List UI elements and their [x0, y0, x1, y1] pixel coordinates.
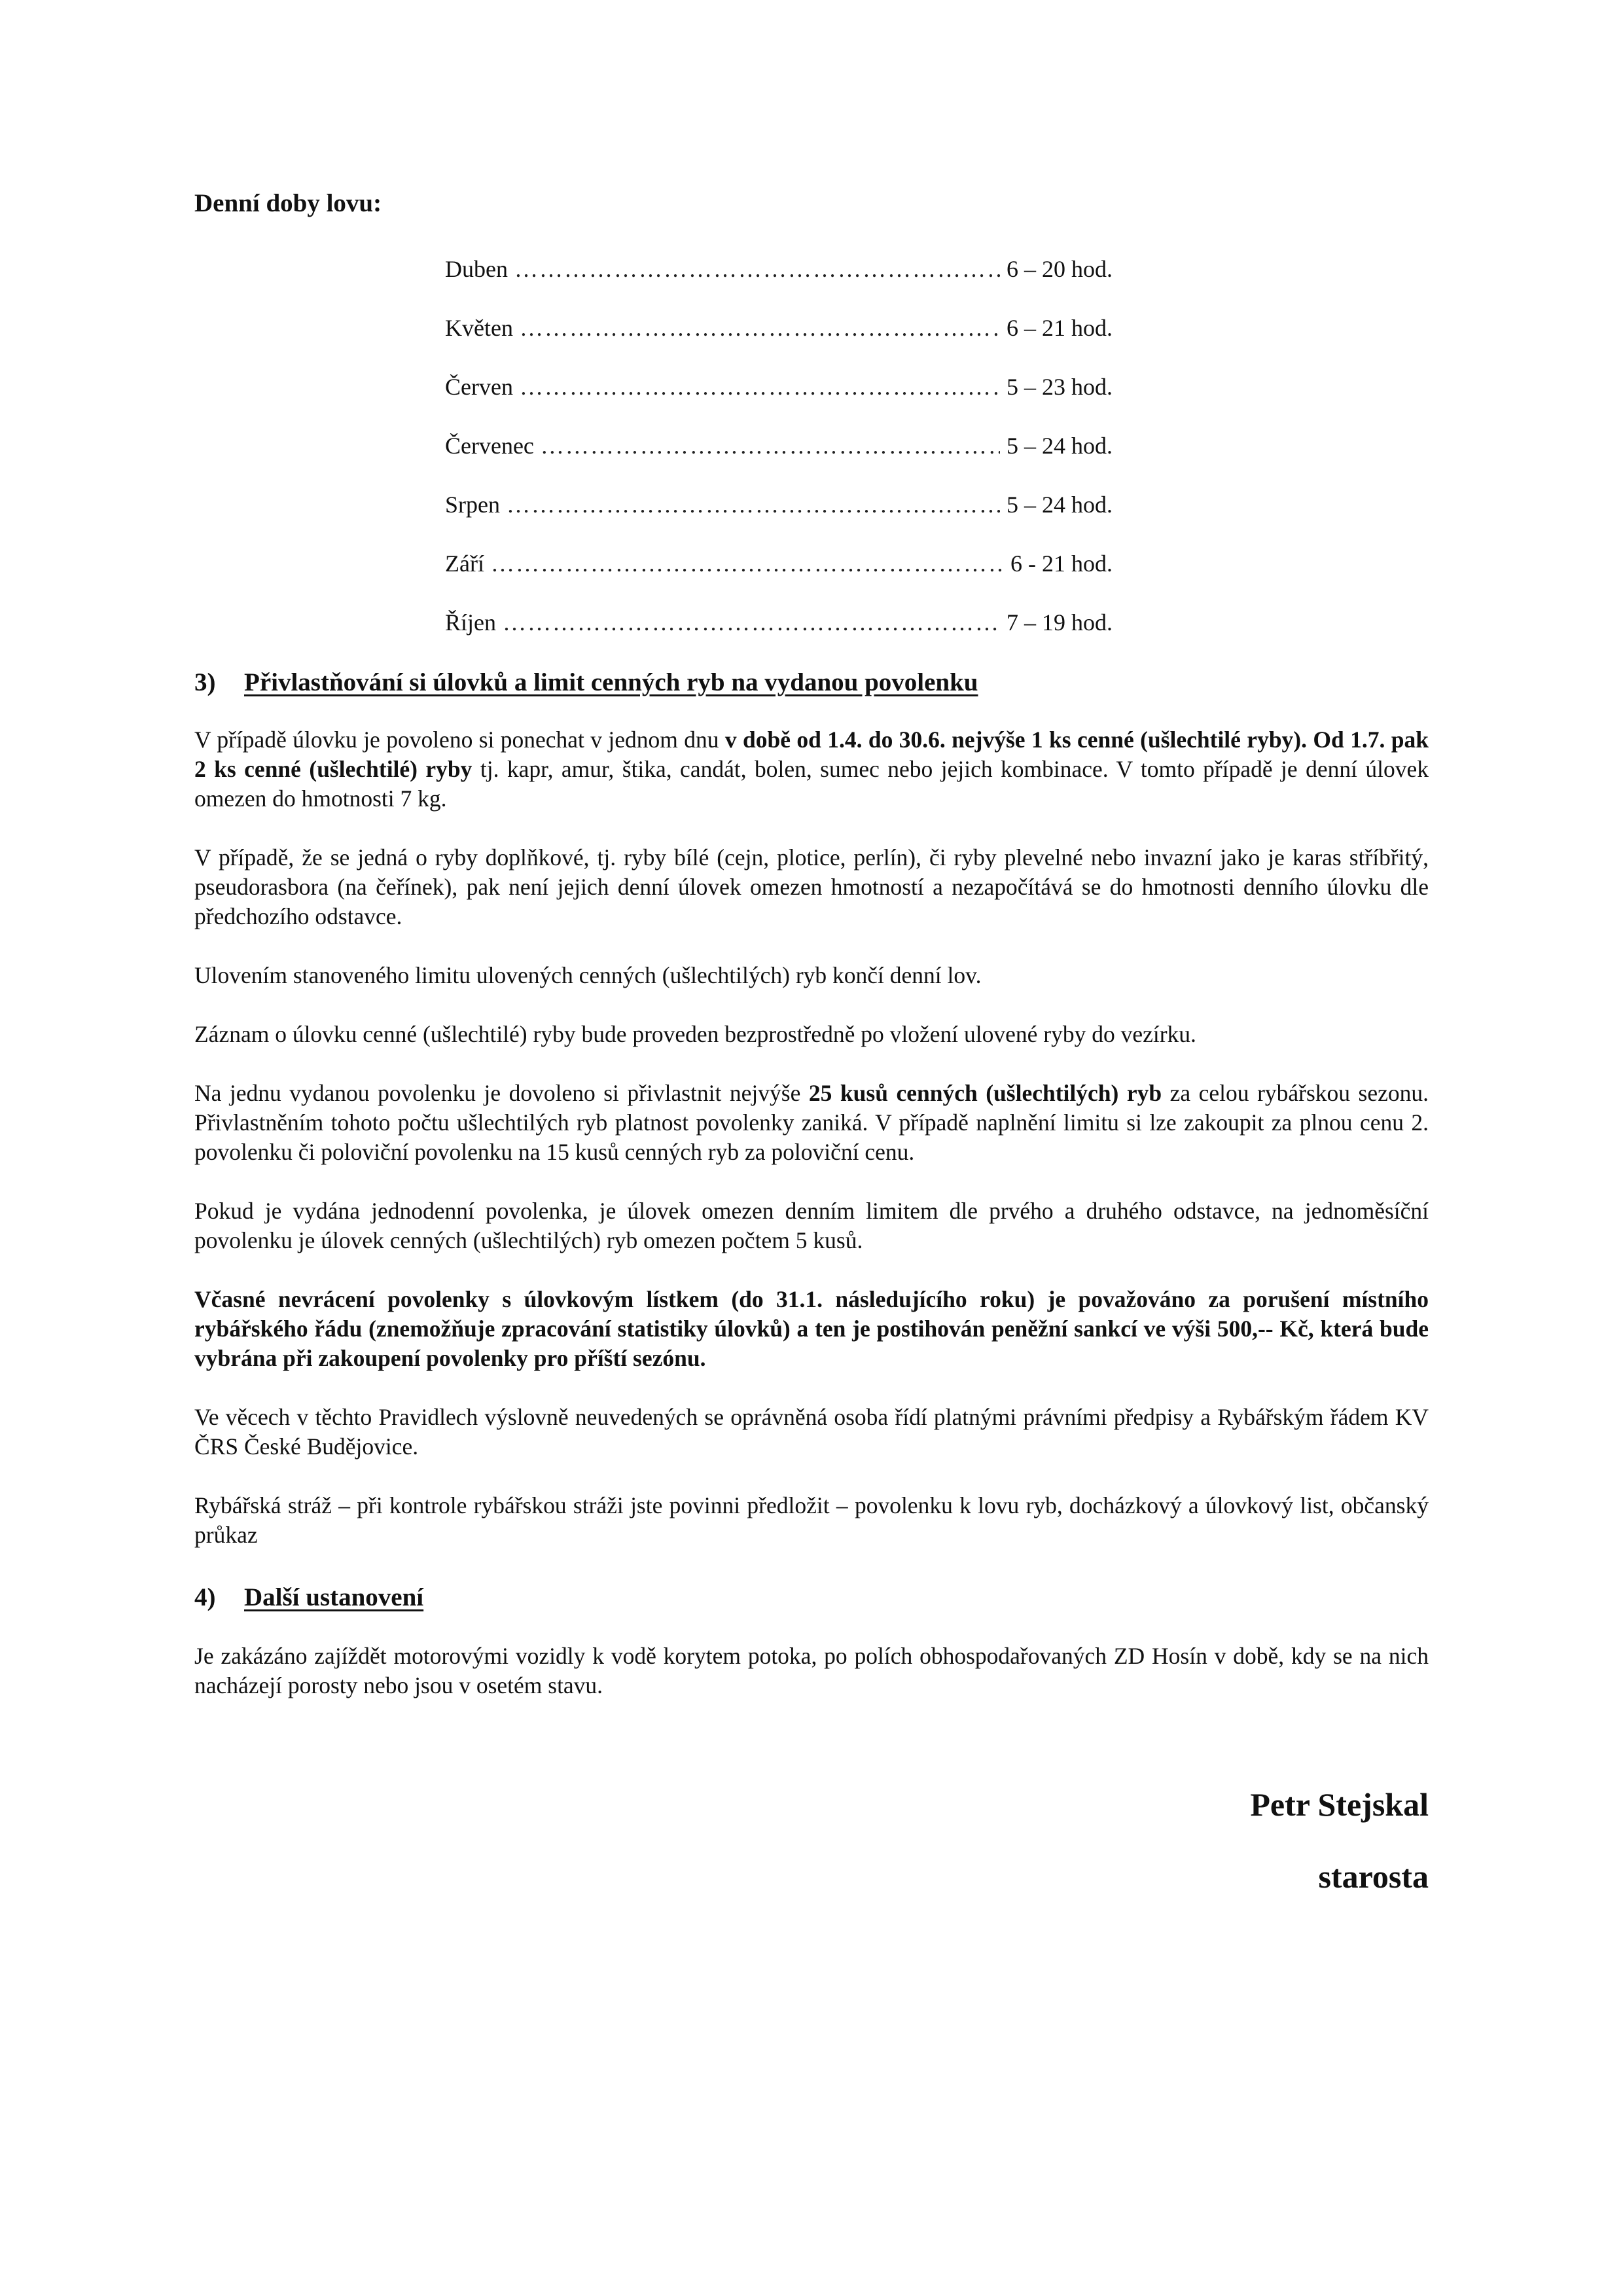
hours-month: Červen: [445, 374, 513, 400]
dot-leader: [541, 432, 1000, 459]
hours-row-may: [445, 314, 1113, 373]
hours-row-october: [445, 609, 1113, 668]
text-run: za celou rybářskou sezonu. Přivlastněním tohoto počtu ušlechtilých ryb platnost povolenky zaniká. V případě naplnění limitu si lze zakoupit za plnou cenu 2. povolenku či poloviční povolenku na 15 kusů cenných ryb za poloviční cenu.: [194, 1080, 1429, 1165]
section-number: 3): [194, 668, 216, 696]
hours-value: 5 – 23 hod.: [1007, 374, 1113, 400]
hours-value: 6 - 21 hod.: [1010, 550, 1113, 577]
paragraph-fishing-guard: Rybářská stráž – při kontrole rybářskou stráži jste povinni předložit – povolenku k lovu ryb, docházkový a úlovkový list, občanský průkaz: [194, 1492, 1429, 1548]
dot-leader: [503, 609, 1000, 636]
text-run: V případě úlovku je povoleno si ponechat v jednom dnu: [194, 726, 725, 753]
paragraph-supplementary-fish: V případě, že se jedná o ryby doplňkové, tj. ryby bílé (cejn, plotice, perlín), či ryby plevelné nebo invazní jako je karas stříbřitý, pseudorasbora (na čeřínek), pak není jejich denní úlovek omezen hmotností a nezapočítává se do hmotnosti denního úlovku dle předchozího odstavce.: [194, 844, 1429, 929]
hours-row-july: [445, 432, 1113, 491]
paragraph-catch-record: Záznam o úlovku cenné (ušlechtilé) ryby bude proveden bezprostředně po vložení ulovené ryby do vezírku.: [194, 1021, 1196, 1047]
hours-row-april: [445, 255, 1113, 314]
signature-name: Petr Stejskal: [1250, 1786, 1429, 1823]
hours-value: 6 – 21 hod.: [1007, 315, 1113, 341]
hours-row-june: [445, 373, 1113, 432]
hours-month: Duben: [445, 256, 508, 282]
hours-month: Srpen: [445, 492, 500, 518]
hours-value: 5 – 24 hod.: [1007, 433, 1113, 459]
section-title: Další ustanovení: [244, 1583, 424, 1611]
paragraph-catch-limit: [194, 725, 1429, 814]
hours-month: Září: [445, 550, 484, 577]
hours-value: 6 – 20 hod.: [1007, 256, 1113, 282]
hours-month: Červenec: [445, 433, 534, 459]
dot-leader: [520, 314, 1000, 342]
dot-leader: [491, 550, 1004, 577]
dot-leader: [507, 491, 1000, 518]
paragraph-day-permit: Pokud je vydána jednodenní povolenka, je úlovek omezen denním limitem dle prvého a druhého odstavce, na jednoměsíční povolenku je úlovek cenných (ušlechtilých) ryb omezen počtem 5 kusů.: [194, 1198, 1429, 1253]
text-run: tj. kapr, amur, štika, candát, bolen, sumec nebo jejich kombinace. V tomto případě je denní úlovek omezen do hmotnosti 7 kg.: [194, 756, 1429, 812]
hours-value: 7 – 19 hod.: [1007, 609, 1113, 636]
paragraph-late-return-penalty: Včasné nevrácení povolenky s úlovkovým lístkem (do 31.1. následujícího roku) je považováno za porušení místního rybářského řádu (znemožňuje zpracování statistiky úlovků) a ten je postihován peněžní sankcí ve výši 500,-- Kč, která bude vybrána při zakoupení povolenky pro příští sezónu.: [194, 1286, 1429, 1371]
dot-leader: [514, 255, 1000, 283]
section-3-heading: [194, 668, 1429, 697]
paragraph-season-limit: [194, 1079, 1429, 1167]
bold-text-run: v době od 1.4. do 30.6. nejvýše 1 ks cenné (ušlechtilé ryby). Od 1.7. pak 2 ks cenné (ušlechtilé) ryby: [194, 726, 1429, 782]
section-title: Přivlastňování si úlovků a limit cenných ryb na vydanou povolenku: [244, 668, 978, 696]
text-run: Na jednu vydanou povolenku je dovoleno si přivlastnit nejvýše: [194, 1080, 809, 1106]
paragraph-limit-end: Ulovením stanoveného limitu ulovených cenných (ušlechtilých) ryb končí denní lov.: [194, 962, 982, 988]
signature-role: starosta: [1318, 1858, 1429, 1895]
hours-month: Květen: [445, 315, 513, 341]
fishing-hours-list: [445, 255, 1113, 668]
bold-text-run: 25 kusů cenných (ušlechtilých) ryb: [808, 1080, 1162, 1106]
fishing-hours-heading: Denní doby lovu:: [194, 189, 382, 217]
section-4-heading: [194, 1583, 1429, 1612]
hours-row-august: [445, 491, 1113, 550]
paragraph-legal-reference: Ve věcech v těchto Pravidlech výslovně neuvedených se oprávněná osoba řídí platnými právními předpisy a Rybářským řádem KV ČRS České Budějovice.: [194, 1404, 1429, 1460]
dot-leader: [520, 373, 1000, 401]
hours-value: 5 – 24 hod.: [1007, 492, 1113, 518]
section-number: 4): [194, 1583, 216, 1611]
hours-row-september: [445, 550, 1113, 609]
paragraph-vehicle-ban: Je zakázáno zajíždět motorovými vozidly k vodě korytem potoka, po polích obhospodařovaných ZD Hosín v době, kdy se na nich nacházejí porosty nebo jsou v osetém stavu.: [194, 1643, 1429, 1698]
hours-month: Říjen: [445, 609, 496, 636]
